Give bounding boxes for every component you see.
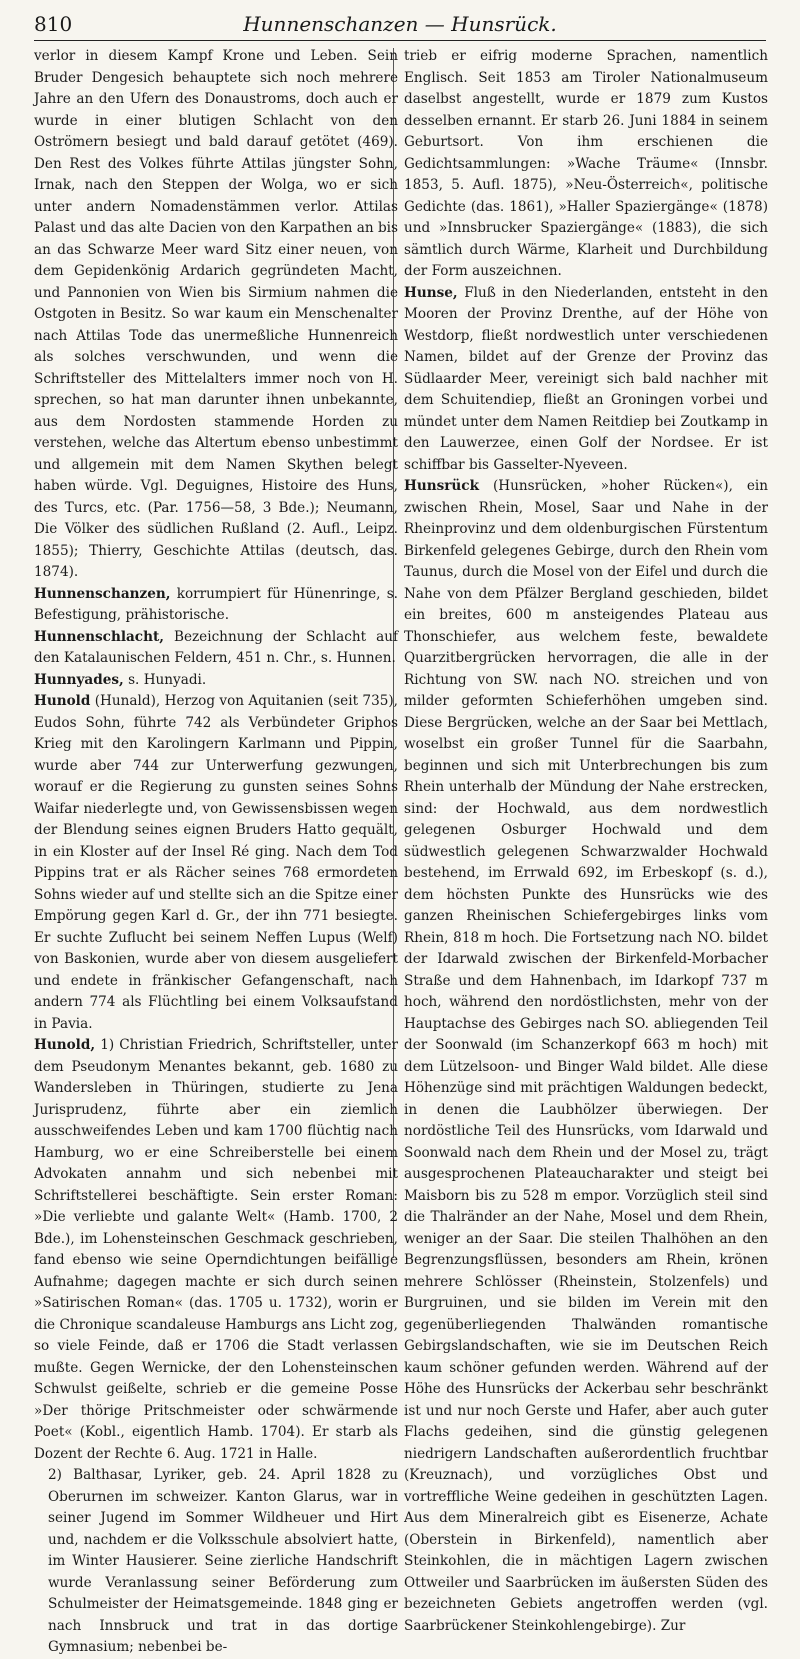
entry-headword: Hunold, [34, 1037, 96, 1053]
entry-headword: Hunse, [404, 284, 458, 301]
right-column [404, 46, 768, 1634]
dictionary-entry [404, 283, 768, 477]
entry-headword: Hunnyades, [34, 671, 124, 688]
entry-text: s. Hunyadi. [123, 671, 207, 688]
paragraph [34, 1465, 398, 1659]
running-title: Hunnenschanzen — Hunsrück. [243, 12, 557, 36]
entry-text: trieb er eifrig moderne Sprachen, namentlich Englisch. Seit 1853 am Tiroler Nationalmuseum daselbst angestellt, wurde er 1879 zum Kustos desselben ernannt. Er starb 26. Juni 1884 in seinem Geburtsort. Von ihm erschienen die Gedichtsammlungen: »Wache Träume« (Innsbr. 1853, 5. Aufl. 1875), »Neu-Österreich«, politische Gedichte (das. 1861), »Haller Spaziergänge« (1878) und »Innsbrucker Spaziergänge« (1883), die sich sämtlich durch Wärme, Klarheit und Durchbildung der Form auszeichnen. [404, 48, 768, 279]
entry-headword: Hunnenschanzen, [34, 585, 171, 602]
entry-text: verlor in diesem Kampf Krone und Leben. Sein Bruder Dengesich behauptete sich noch mehrere Jahre an den Ufern des Donaustroms, doch auch er wurde in einer blutigen Schlacht von den Oströmern besiegt und bald darauf getötet (469). Den Rest des Volkes führte Attilas jüngster Sohn, Irnak, nach den Steppen der Wolga, wo er sich unter andern Nomadenstämmen verlor. Attilas Palast und das alte Dacien von den Karpathen an bis an das Schwarze Meer ward Sitz einer neuen, von dem Gepidenkönig Ardarich gegründeten Macht, und Pannonien von Wien bis Sirmium nahmen die Ostgoten in Besitz. So war kaum ein Menschenalter nach Attilas Tode das unermeßliche Hunnenreich als solches verschwunden, und wenn die Schriftsteller des Mittelalters immer noch von H. sprechen, so hat man darunter ihnen unbekannte, aus dem Nordosten stammende Horden zu verstehen, welche das Altertum ebenso unbestimmt und allgemein mit dem Namen Skythen belegt haben würde. Vgl. Deguignes, Histoire des Huns, des Turcs, etc. (Par. 1756—58, 3 Bde.); Neumann, Die Völker des südlichen Rußland (2. Aufl., Leipz. 1855); Thierry, Geschichte Attilas (deutsch, das. 1874). [34, 48, 398, 580]
page-header [34, 6, 766, 41]
entry-headword: Hunsrück [404, 478, 480, 494]
left-column [34, 46, 398, 1655]
paragraph [34, 46, 398, 584]
entry-headword: Hunold [34, 693, 91, 709]
dictionary-entry [404, 476, 768, 1637]
dictionary-entry [34, 627, 398, 670]
paragraph [404, 46, 768, 283]
entry-text: (Hunsrücken, »hoher Rücken«), ein zwischen Rhein, Mosel, Saar und Nahe in der Rheinprovinz und dem oldenburgischen Fürstentum Birkenfeld gelegenes Gebirge, durch den Rhein vom Taunus, durch die Mosel von der Eifel und durch die Nahe von dem Pfälzer Bergland geschieden, bildet ein breites, 600 m ansteigendes Plateau aus Thonschiefer, aus welchem feste, bewaldete Quarzitbergrücken hervorragen, die alle in der Richtung von SW. nach NO. streichen und von milder geformten Schieferhöhen umgeben sind. Diese Bergrücken, welche an der Saar bei Mettlach, woselbst ein großer Tunnel für die Saarbahn, beginnen und sich mit Unterbrechungen bis zum Rhein unterhalb der Mündung der Nahe erstrecken, sind: der Hochwald, aus dem nordwestlich gelegenen Osburger Hochwald und dem südwestlich gelegenen Schwarzwalder Hochwald bestehend, im Errwald 692, im Erbeskopf (s. d.), dem höchsten Punkte des Hunsrücks wie des ganzen Rheinischen Schiefergebirges links vom Rhein, 818 m hoch. Die Fortsetzung nach NO. bildet der Idarwald zwischen der Birkenfeld-Morbacher Straße und dem Hahnenbach, im Idarkopf 737 m hoch, während den nordöstlichsten, mehr von der Hauptachse des Gebirges nach SO. abliegenden Teil der Soonwald (im Schanzerkopf 663 m hoch) mit dem Lützelsoon- und Binger Wald bildet. Alle diese Höhenzüge sind mit prächtigen Waldungen bedeckt, in denen die Laubhölzer überwiegen. Der nordöstliche Teil des Hunsrücks, vom Idarwald und Soonwald nach dem Rhein und der Mosel zu, trägt ausgesprochenen Plateaucharakter und steigt bei Maisborn bis zu 528 m empor. Vorzüglich steil sind die Thalränder an der Nahe, Mosel und dem Rhein, weniger an der Saar. Die steilen Thalhöhen an den Begrenzungsflüssen, besonders am Rhein, krönen mehrere Schlösser (Rheinstein, Stolzenfels) und Burgruinen, und sie bilden im Verein mit den gegenüberliegenden Thalwänden romantische Gebirgslandschaften, wie sie im Deutschen Reich kaum schöner gefunden werden. Während auf der Höhe des Hunsrücks der Ackerbau sehr beschränkt ist und nur noch Gerste und Hafer, aber auch guter Flachs gedeihen, sind die günstig gelegenen niedrigern Landschaften außerordentlich fruchtbar (Kreuznach), und vorzügliches Obst und vortreffliche Weine gedeihen in geschützten Lagen. Aus dem Mineralreich gibt es Eisenerze, Achate (Oberstein in Birkenfeld), namentlich aber Steinkohlen, die in mächtigen Lagern zwischen Ottweiler und Saarbrücken im äußersten Süden des bezeichneten Gebiets angetroffen werden (vgl. Saarbrückener Steinkohlengebirge). Zur [404, 478, 768, 1634]
entry-text: 1) Christian Friedrich, Schriftsteller, unter dem Pseudonym Menantes bekannt, geb. 1680 zu Wandersleben in Thüringen, studierte zu Jena Jurisprudenz, führte aber ein ziemlich ausschweifendes Leben und kam 1700 flüchtig nach Hamburg, wo er eine Schreiberstelle bei einem Advokaten annahm und sich nebenbei mit Schriftstellerei beschäftigte. Sein erster Roman: »Die verliebte und galante Welt« (Hamb. 1700, 2 Bde.), im Lohensteinschen Geschmack geschrieben, fand ebenso wie seine Operndichtungen beifällige Aufnahme; dagegen machte er sich durch seinen »Satirischen Roman« (das. 1705 u. 1732), worin er die Chronique scandaleuse Hamburgs ans Licht zog, so viele Feinde, daß er 1706 die Stadt verlassen mußte. Gegen Wernicke, der den Lohensteinschen Schwulst geißelte, schrieb er die gemeine Posse »Der thörige Pritschmeister oder schwärmende Poet« (Kobl., eigentlich Hamb. 1704). Er starb als Dozent der Rechte 6. Aug. 1721 in Halle. [34, 1037, 398, 1462]
page-number: 810 [34, 12, 73, 36]
entry-text: Bezeichnung der Schlacht auf den Katalaunischen Feldern, 451 n. Chr., s. Hunnen. [34, 628, 398, 666]
dictionary-entry [34, 1035, 398, 1465]
dictionary-entry [34, 584, 398, 627]
dictionary-entry [34, 670, 398, 692]
entry-text: (Hunald), Herzog von Aquitanien (seit 735), Eudos Sohn, führte 742 als Verbündeter Griphos Krieg mit den Karolingern Karlmann und Pippin, wurde aber 744 zur Unterwerfung gezwungen, worauf er die Regierung zu gunsten seines Sohns Waifar niederlegte und, von Gewissensbissen wegen der Blendung seines eignen Bruders Hatto gequält, in ein Kloster auf der Insel Ré ging. Nach dem Tod Pippins trat er als Rächer seines 768 ermordeten Sohns wieder auf und stellte sich an die Spitze einer Empörung gegen Karl d. Gr., der ihn 771 besiegte. Er suchte Zuflucht bei seinem Neffen Lupus (Welf) von Baskonien, wurde aber von diesem ausgeliefert und endete in fränkischer Gefangenschaft, nach andern 774 als Flüchtling bei einem Volksaufstand in Pavia. [34, 693, 398, 1032]
entry-text: korrumpiert für Hünenringe, s. Befestigung, prähistorische. [34, 585, 398, 623]
entry-text: Fluß in den Niederlanden, entsteht in den Mooren der Provinz Drenthe, auf der Höhe von Westdorp, fließt nordwestlich unter verschiedenen Namen, bildet auf der Grenze der Provinz das Südlaarder Meer, vereinigt sich bald nachher mit dem Schuitendiep, fließt an Groningen vorbei und mündet unter dem Namen Reitdiep bei Zoutkamp in den Lauwerzee, einen Golf der Nordsee. Er ist schiffbar bis Gasselter-Nyeveen. [404, 284, 768, 473]
entry-headword: Hunnenschlacht, [34, 628, 164, 645]
entry-text: 2) Balthasar, Lyriker, geb. 24. April 1828 zu Oberurnen im schweizer. Kanton Glarus, war in seiner Jugend im Sommer Wildheuer und Hirt und, nachdem er die Volksschule absolviert hatte, im Winter Hausierer. Seine zierliche Handschrift wurde Veranlassung seiner Beförderung zum Schulmeister der Heimatsgemeinde. 1848 ging er nach Innsbruck und trat in das dortige Gymnasium; nebenbei be- [48, 1467, 398, 1655]
dictionary-entry [34, 691, 398, 1035]
